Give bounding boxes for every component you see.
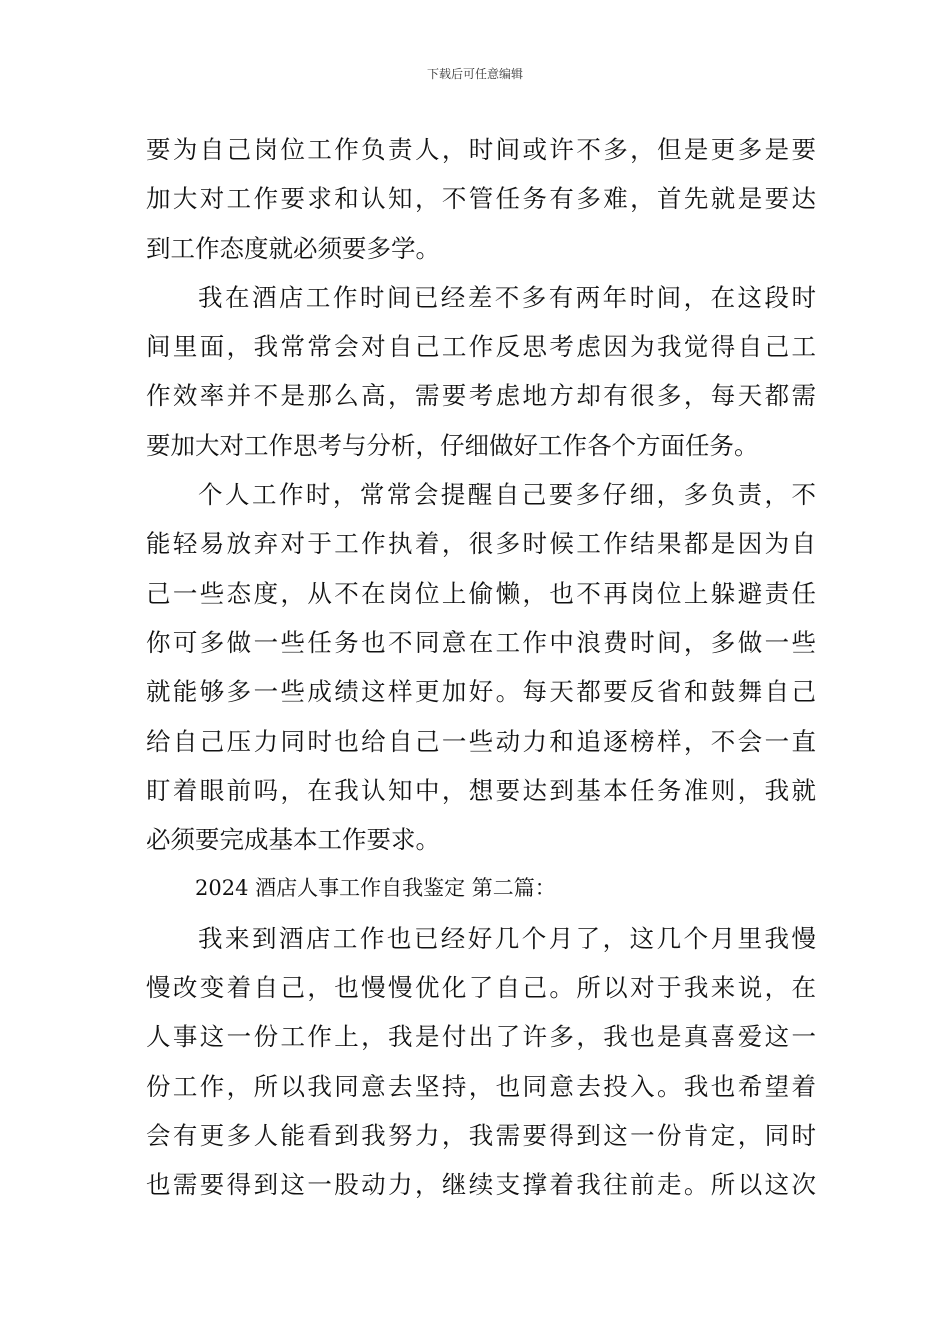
document-body bbox=[146, 125, 816, 1210]
text-line: 加大对工作要求和认知，不管任务有多难，首先就是要达 bbox=[146, 184, 816, 214]
text-line: 份工作，所以我同意去坚持，也同意去投入。我也希望着 bbox=[146, 1071, 816, 1101]
text-line: 到工作态度就必须要多学。 bbox=[146, 233, 440, 263]
text-line: 要为自己岗位工作负责人，时间或许不多，但是更多是要 bbox=[146, 135, 816, 164]
text-line: 也需要得到这一股动力，继续支撑着我往前走。所以这次 bbox=[146, 1170, 816, 1200]
section-heading: 2024 酒店人事工作自我鉴定 第二篇： bbox=[195, 876, 556, 901]
text-line: 间里面，我常常会对自己工作反思考虑因为我觉得自己工 bbox=[146, 332, 816, 362]
text-line: 必须要完成基本工作要求。 bbox=[146, 825, 440, 855]
text-line: 个人工作时，常常会提醒自己要多仔细，多负责，不 bbox=[198, 480, 816, 510]
text-line: 你可多做一些任务也不同意在工作中浪费时间，多做一些 bbox=[146, 627, 816, 657]
text-line: 我来到酒店工作也已经好几个月了，这几个月里我慢 bbox=[198, 923, 816, 953]
text-line: 己一些态度，从不在岗位上偷懒，也不再岗位上躲避责任 bbox=[146, 578, 816, 608]
page-header-note: 下载后可任意编辑 bbox=[426, 67, 523, 81]
text-line: 会有更多人能看到我努力，我需要得到这一份肯定，同时 bbox=[146, 1120, 816, 1150]
text-line: 就能够多一些成绩这样更加好。每天都要反省和鼓舞自己 bbox=[146, 677, 816, 707]
text-line: 我在酒店工作时间已经差不多有两年时间，在这段时 bbox=[198, 282, 816, 312]
text-line: 给自己压力同时也给自己一些动力和追逐榜样，不会一直 bbox=[146, 726, 816, 756]
text-line: 慢改变着自己，也慢慢优化了自己。所以对于我来说，在 bbox=[146, 973, 816, 1003]
text-line: 人事这一份工作上，我是付出了许多，我也是真喜爱这一 bbox=[146, 1022, 816, 1052]
text-line: 能轻易放弃对于工作执着，很多时候工作结果都是因为自 bbox=[146, 529, 816, 559]
text-line: 要加大对工作思考与分析，仔细做好工作各个方面任务。 bbox=[146, 430, 759, 460]
text-line: 作效率并不是那么高，需要考虑地方却有很多，每天都需 bbox=[146, 381, 816, 411]
text-line: 盯着眼前吗，在我认知中，想要达到基本任务准则，我就 bbox=[146, 775, 816, 805]
